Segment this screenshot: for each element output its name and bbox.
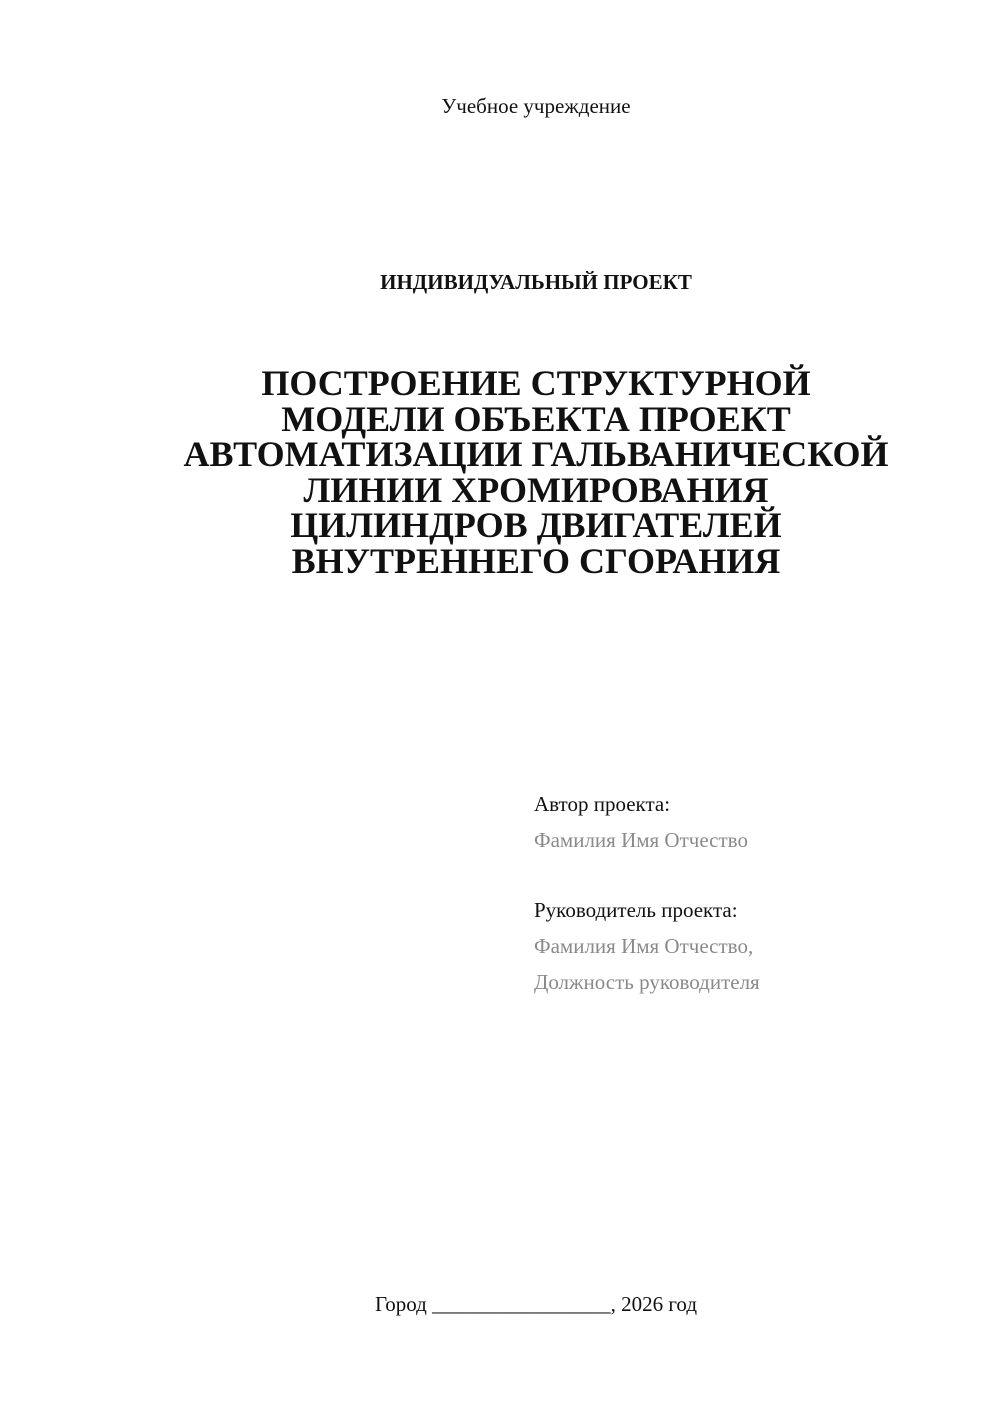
supervisor-block <box>534 892 974 1000</box>
title-line: ЛИНИИ ХРОМИРОВАНИЯ <box>303 469 769 510</box>
supervisor-label: Руководитель проекта: <box>534 898 738 922</box>
project-title <box>120 363 952 581</box>
city-year-line: Город _________________, 2026 год <box>374 1292 698 1316</box>
author-block <box>534 786 974 858</box>
author-label: Автор проекта: <box>534 792 671 816</box>
supervisor-name-placeholder: Фамилия Имя Отчество, <box>534 934 754 958</box>
title-line: АВТОМАТИЗАЦИИ ГАЛЬВАНИЧЕСКОЙ <box>183 434 889 474</box>
title-line: ЦИЛИНДРОВ ДВИГАТЕЛЕЙ <box>290 505 782 545</box>
title-line: ВНУТРЕННЕГО СГОРАНИЯ <box>291 540 781 581</box>
institution-name: Учебное учреждение <box>441 94 631 118</box>
author-name-placeholder: Фамилия Имя Отчество <box>534 828 748 852</box>
project-type-heading: ИНДИВИДУАЛЬНЫЙ ПРОЕКТ <box>380 270 692 294</box>
title-line: МОДЕЛИ ОБЪЕКТА ПРОЕКТ <box>281 398 791 439</box>
supervisor-position-placeholder: Должность руководителя <box>534 970 760 994</box>
title-line: ПОСТРОЕНИЕ СТРУКТУРНОЙ <box>261 363 811 403</box>
